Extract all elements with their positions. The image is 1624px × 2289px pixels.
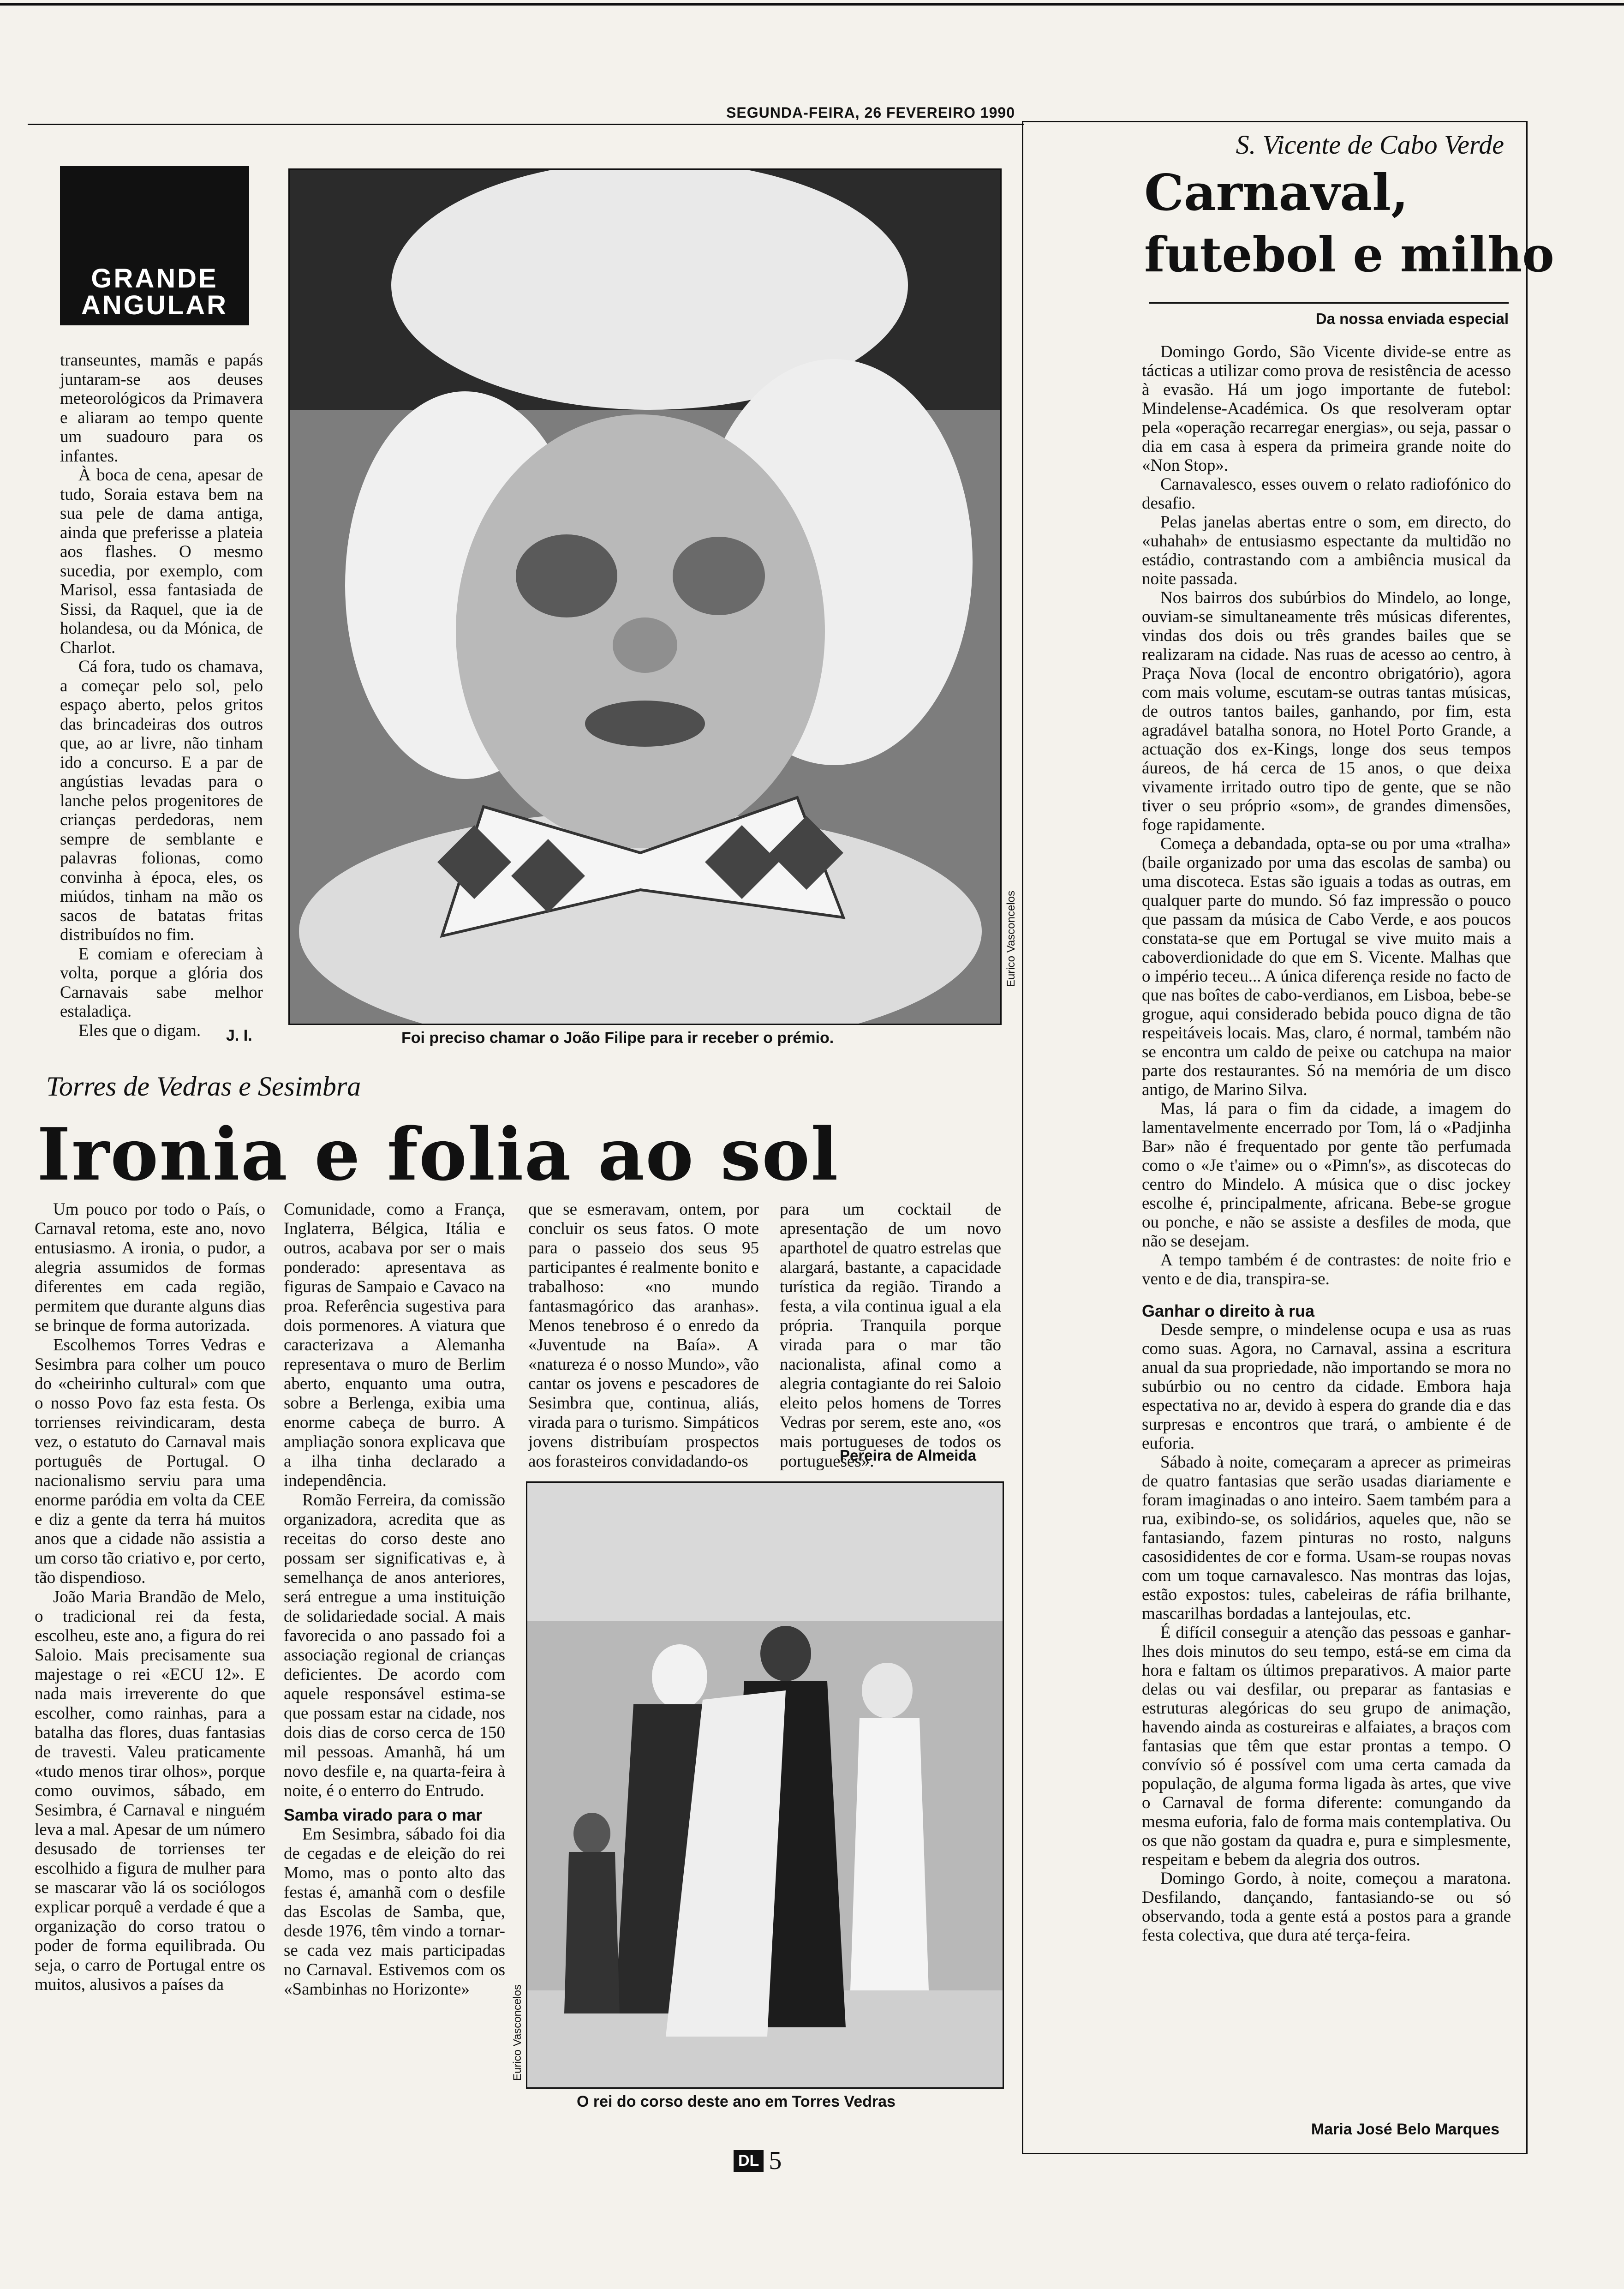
clown-paragraph: Cá fora, tudo os chamava, a começar pelo sol, pelo espaço aberto, pelos gritos das brincadeiras dos outros que, ao ar livre, não tinham ido a concurso. E a par de angústias levadas para o lanche pelos progenitores de crianças perdedoras, nem sempre de semblante e palavras folionas, como convinha à época, eles, os miúdos, tinham na mão os sacos de batatas fritas distribuídos no fim. — [60, 657, 263, 944]
cabo-verde-paragraph: Sábado à noite, começaram a aprecer as primeiras de quatro fantasias que serão usadas diariamente e foram imaginadas o ano inteiro. Saem também para a rua, exibindo-se, os solidários, aqueles que, não se fantasiando, fazem pinturas no rosto, nalguns casosididentes de cor e forma. Usam-se roupas novas com um toque carnavalesco. Nas montras das lojas, estão expostos: tules, cabeleiras de ráfia brilhante, mascarilhas bordadas a lantejoulas, etc. — [1142, 1453, 1511, 1623]
clown-photo-image — [290, 170, 1000, 1024]
cabo-verde-kicker: S. Vicente de Cabo Verde — [1236, 130, 1504, 160]
top-border-line — [0, 3, 1624, 6]
cabo-verde-body — [1142, 342, 1511, 1945]
cabo-verde-paragraph: Pelas janelas abertas entre o som, em directo, do «uhahah» de entusiasmo espectante da multidão no estádio, contrastando com a ambiência musical da noite passada. — [1142, 513, 1511, 588]
torres-col2-paragraph: Em Sesimbra, sábado foi dia de cegadas e de eleição do rei Momo, mas o ponto alto das festas é, amanhã com o desfile das Escolas de Samba, que, desde 1976, têm vindo a tornar-se cada vez mais participadas no Carnaval. Estivemos com os «Sambinhas no Horizonte» — [284, 1825, 505, 1999]
cabo-verde-paragraph: Domingo Gordo, São Vicente divide-se entre as tácticas a utilizar como prova de resistência de acesso à evasão. Há um jogo importante de futebol: Mindelense-Académica. Os que resolveram optar pela «operação recarregar energias», ou seja, passar o dia em casa à espera da primeira grande noite do «Non Stop». — [1142, 342, 1511, 475]
clown-story-author: J. I. — [226, 1027, 252, 1044]
cabo-verde-subhead: Ganhar o direito à rua — [1142, 1301, 1315, 1320]
clown-paragraph: Eles que o digam. — [78, 1021, 201, 1040]
cabo-verde-paragraph: A tempo também é de contrastes: de noite frio e vento e de dia, transpira-se. — [1142, 1251, 1511, 1288]
torres-col2-subhead: Samba virado para o mar — [284, 1805, 483, 1824]
torres-col4 — [780, 1200, 1001, 1471]
torres-author: Pereira de Almeida — [840, 1447, 976, 1464]
cabo-verde-byline: Da nossa enviada especial — [1315, 310, 1509, 327]
clown-photo — [288, 168, 1002, 1025]
torres-photo-image — [527, 1483, 1003, 2087]
cabo-verde-rule — [1149, 302, 1509, 304]
section-badge-line2: ANGULAR — [81, 290, 228, 320]
clown-paragraph: E comiam e ofereciam à volta, porque a glória dos Carnavais sabe melhor estaladiça. — [60, 944, 263, 1021]
torres-col1-paragraph: João Maria Brandão de Melo, o tradicional rei da festa, escolheu, este ano, a figura do rei Saloio. Mais precisamente sua majestage o rei «ECU 12». E nada mais irreverente do que escolher, como rainhas, para a batalha das flores, duas fantasias de travesti. Valeu praticamente «tudo menos tirar olhos», porque como ouvimos, sábado, em Sesimbra, é Carnaval e ninguém leva a mal. Apesar de um número desusado de torrienses ter escolhido a figura de mulher para se mascarar vão lá os sociólogos explicar porquê a verdade é que a organização do corso tratou o poder de forma equilibrada. Ou seja, o carro de Portugal entre os muitos, alusivos a países da — [35, 1588, 265, 1994]
cabo-verde-headline-1: Carnaval, — [1144, 164, 1409, 222]
header-rule — [28, 124, 1024, 125]
cabo-verde-paragraph: Mas, lá para o fim da cidade, a imagem do lamentavelmente encerrado por Tom, lá o «Padjinha Bar» não é frequentado por gente tão perfumada como o «Je t'aime» ou o «Pimn's», as discotecas do centro do Mindelo. A música que o disc jockey escolhe é, principalmente, africana. Bebe-se grogue ou ponche, e não se assiste a desfiles de moda, que não se desejam. — [1142, 1099, 1511, 1251]
cabo-verde-paragraph: Começa a debandada, opta-se ou por uma «tralha» (baile organizado por uma das escolas de samba) ou uma discoteca. Estas são iguais a todas as outras, em qualquer parte do mundo. Só faz impressão o pouco que passam da música de Cabo Verde, e aos poucos constata-se que em Portugal se vive muito mais a caboverdionidade do que em S. Vicente. Malhas que o império teceu... A única diferença reside no facto de que nas boîtes de cabo-verdianos, em Lisboa, bebe-se grogue, aqui considerado bebida pouco digna de tão respeitáveis locais. Mas, claro, é normal, também não se encontra um caldo de peixe ou catchupa na maior parte dos restaurantes. Só na memória de um disco antigo, de Marino Silva. — [1142, 834, 1511, 1099]
section-badge — [60, 166, 249, 325]
cabo-verde-paragraph: Desde sempre, o mindelense ocupa e usa as ruas como suas. Agora, no Carnaval, assina a escritura anual da sua propriedade, não importando se mora no subúrbio ou no centro da cidade. Embora haja espectativa no ar, devido à espera do grande dia e das surpresas e encontros que trará, o ambiente é de euforia. — [1142, 1320, 1511, 1453]
torres-col1-paragraph: Um pouco por todo o País, o Carnaval retoma, este ano, novo entusiasmo. A ironia, o pudor, a alegria assumidos de formas diferentes em cada região, permitem que durante alguns dias se brinque de forma autorizada. — [35, 1200, 265, 1335]
section-badge-line1: GRANDE — [91, 264, 218, 294]
clown-story-column — [60, 351, 263, 1040]
torres-col1 — [35, 1200, 265, 1995]
torres-col1-paragraph: Escolhemos Torres Vedras e Sesimbra para colher um pouco do «cheirinho cultural» com que o nosso Povo faz esta festa. Os torrienses reivindicaram, desta vez, o estatuto do Carnaval mais português de Portugal. O nacionalismo serviu para uma enorme paródia em volta da CEE e diz a gente da terra há muitos anos que a cidade não assistia a um corso tão criativo e, por certo, tão dispendioso. — [35, 1336, 265, 1587]
cabo-verde-paragraph: É difícil conseguir a atenção das pessoas e ganhar-lhes dois minutos do seu tempo, está-se em cima da hora e faltam os últimos preparativos. A maior parte delas ou vai desfilar, ou preparar as fantasias e estruturas alegóricas do seu grupo de animação, havendo ainda as costureiras e alfaiates, a braços com fantasias que têm que estar prontas a tempo. O convívio só é possível com uma certa camada da população, de alguma forma ligada às artes, que vive o Carnaval de forma diferente: comungando da mesma euforia, falo de forma mais contemplativa. Ou os que não gostam da quadra e, pura e simplesmente, respeitam e bebem da alegria dos outros. — [1142, 1623, 1511, 1869]
torres-photo-caption: O rei do corso deste ano em Torres Vedras — [577, 2093, 896, 2110]
torres-photo-credit: Eurico Vasconcelos — [511, 1984, 524, 2081]
page-number: 5 — [769, 2146, 782, 2175]
cabo-verde-paragraph: Carnavalesco, esses ouvem o relato radiofónico do desafio. — [1142, 475, 1511, 513]
torres-headline: Ironia e folia ao sol — [37, 1112, 839, 1197]
cabo-verde-paragraph: Nos bairros dos subúrbios do Mindelo, ao longe, ouviam-se simultaneamente três músicas diferentes, vindas dos dois ou três grandes bailes que se realizaram na cidade. Nas ruas de acesso ao centro, à Praça Nova (local de encontro obrigatório), agora com mais volume, escutam-se outras tantas músicas, de outros tantos bailes, ganhando, por fim, esta agradável batalha sonora, no Hotel Porto Grande, a actuação dos ex-Kings, longe dos seus tempos áureos, de há cerca de 15 anos, o que deixa vivamente irritado outro tipo de gente, que se não tiver o seu próprio «som», de grandes dimensões, foge rapidamente. — [1142, 588, 1511, 834]
torres-col3 — [528, 1200, 759, 1471]
clown-paragraph: transeuntes, mamãs e papás juntaram-se aos deuses meteorológicos da Primavera e aliaram ao tempo quente um suadouro para os infantes. — [60, 351, 263, 466]
dateline: SEGUNDA-FEIRA, 26 FEVEREIRO 1990 — [726, 104, 1015, 121]
torres-col2 — [284, 1200, 505, 1999]
torres-photo — [526, 1481, 1004, 2089]
cabo-verde-paragraph: Domingo Gordo, à noite, começou a maratona. Desfilando, dançando, fantasiando-se ou só observando, toda a gente está a postos para a grande festa colectiva, que dura até terça-feira. — [1142, 1869, 1511, 1945]
torres-col2-paragraph: Romão Ferreira, da comissão organizadora, acredita que as receitas do corso deste ano possam ser significativas e, à semelhança de anos anteriores, será entregue a uma instituição de solidariedade social. A mais favorecida o ano passado foi a associação regional de crianças deficientes. De acordo com aquele responsável estima-se que possam estar na cidade, nos dois dias de corso cerca de 150 mil pessoas. Amanhã, há um novo desfile e, na quarta-feira à noite, é o enterro do Entrudo. — [284, 1491, 505, 1800]
cabo-verde-headline-2: futebol e milho — [1144, 226, 1554, 283]
page-logo: DL — [734, 2150, 764, 2172]
torres-col2-paragraph: Comunidade, como a França, Inglaterra, Bélgica, Itália e outros, acabava por ser o mais ponderado: apresentava as figuras de Sampaio e Cavaco na proa. Referência sugestiva para dois pormenores. A viatura que caracterizava a Alemanha representava o muro de Berlim aberto, enquanto uma outra, sobre a Berlenga, exibia uma enorme cabeça de burro. A ampliação sonora explicava que a ilha tinha declarado a independência. — [284, 1200, 505, 1490]
clown-paragraph: À boca de cena, apesar de tudo, Soraia estava bem na sua pele de dama antiga, ainda que preferisse a plateia aos flashes. O mesmo sucedia, por exemplo, com Marisol, essa fantasiada de Sissi, da Raquel, que ia de holandesa, ou da Mónica, de Charlot. — [60, 466, 263, 657]
clown-photo-credit: Eurico Vasconcelos — [1005, 891, 1017, 987]
torres-col4-paragraph: para um cocktail de apresentação de um novo aparthotel de quatro estrelas que alargará, bastante, a capacidade turística da região. Tirando a festa, a vila continua igual a ela própria. Tranquila porque virada para o mar tão nacionalista, afinal como a alegria contagiante do rei Saloio eleito pelos homens de Torres Vedras por serem, este ano, «os mais portugueses de todos os portugueses». — [780, 1200, 1001, 1471]
clown-photo-caption: Foi preciso chamar o João Filipe para ir receber o prémio. — [401, 1029, 834, 1047]
page-footer — [734, 2146, 782, 2174]
cabo-verde-author: Maria José Belo Marques — [1311, 2121, 1499, 2138]
torres-col3-paragraph: que se esmeravam, ontem, por concluir os seus fatos. O mote para o passeio dos seus 95 participantes é realmente bonito e trabalhoso: «no mundo fantasmagórico das aranhas». Menos tenebroso é o enredo da «Juventude na Baía». A «natureza é o nosso Mundo», vão cantar os jovens e pescadores de Sesimbra que, continua, aliás, virada para o turismo. Simpáticos jovens distribuíam prospectos aos forasteiros convidadando-os — [528, 1200, 759, 1471]
torres-kicker: Torres de Vedras e Sesimbra — [46, 1071, 361, 1102]
